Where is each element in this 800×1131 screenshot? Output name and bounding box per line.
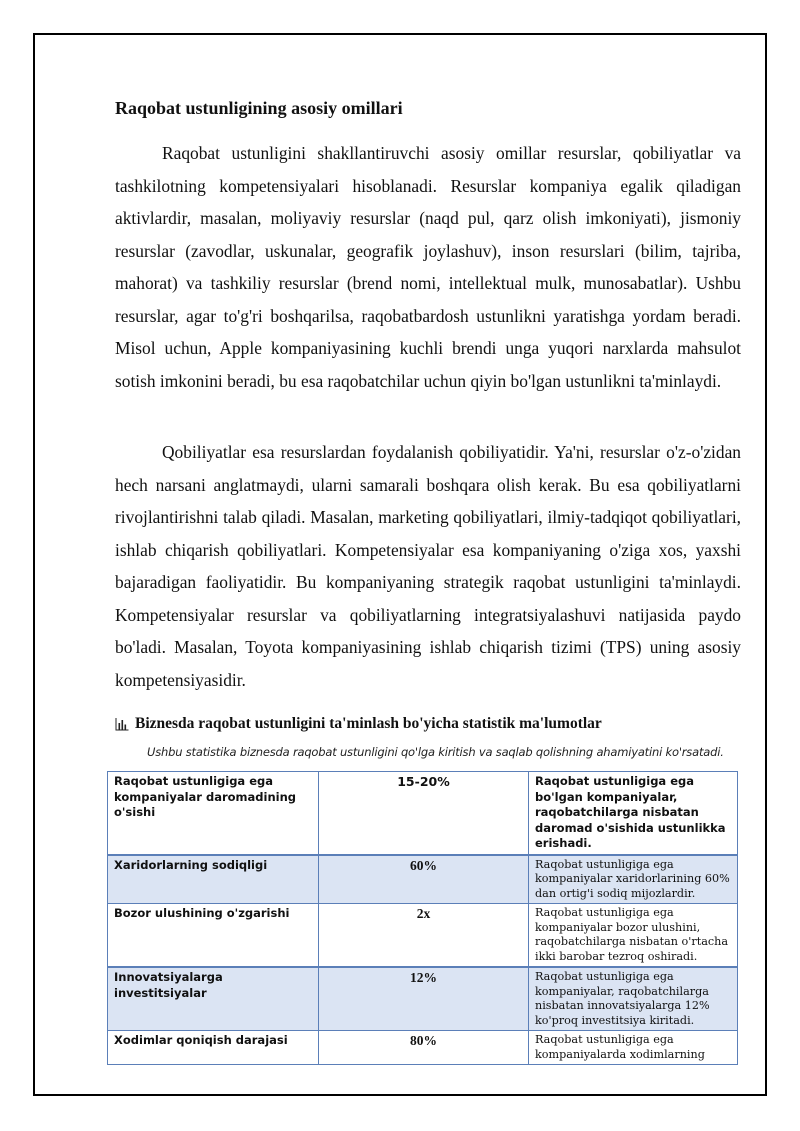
row-value: 12% [319,967,529,1031]
paragraph-capabilities: Qobiliyatlar esa resurslardan foydalanish qobiliyatidir. Ya'ni, resurslar o'z-o'zidan hech narsani anglatmaydi, ularni samarali boshqara olish kerak. Bu esa qobiliyatlarni rivojlantirishni talab qiladi. Masalan, marketing qobiliyatlari, ilmiy-tadqiqot qobiliyatlari, ishlab chiqarish qobiliyatlari. Kompetensiyalar esa kompaniyaning o'ziga xos, yaxshi bajaradigan faoliyatidir. Bu kompaniyaning strategik raqobat ustunligini ta'minlaydi. Kompetensiyalar resurslar va qobiliyatlarning integratsiyalashuvi natijasida paydo bo'ladi. Masalan, Toyota kompaniyasining ishlab chiqarish tizimi (TPS) uning asosiy kompetensiyasidir. [115,442,741,690]
row-note: Raqobat ustunligiga ega kompaniyalarda xodimlarning [529,1031,738,1065]
section-heading: Raqobat ustunligining asosiy omillari [115,98,403,118]
row-value: 15-20% [319,772,529,855]
row-note: Raqobat ustunligiga ega kompaniyalar xaridorlarining 60% dan ortig'i sodiq mijozlardir. [529,855,738,904]
stats-caption: Ushbu statistika biznesda raqobat ustunligini qo'lga kiritish va saqlab qolishning ahamiyatini ko'rsatadi. [147,745,724,759]
row-label: Raqobat ustunligiga ega kompaniyalar daromadining o'sishi [108,772,319,855]
row-note: Raqobat ustunligiga ega bo'lgan kompaniyalar, raqobatchilarga nisbatan daromad o'sishida ustunlikka erishadi. [529,772,738,855]
table-row [108,904,738,968]
stats-title [115,715,602,733]
row-label: Innovatsiyalarga investitsiyalar [108,967,319,1031]
row-note: Raqobat ustunligiga ega kompaniyalar bozor ulushini, raqobatchilarga nisbatan o'rtacha ikki barobar tezroq oshiradi. [529,904,738,968]
paragraph-resources: Raqobat ustunligini shakllantiruvchi asosiy omillar resurslar, qobiliyatlar va tashkilotning kompetensiyalari hisoblanadi. Resurslar kompaniya egalik qiladigan aktivlardir, masalan, moliyaviy resurslar (naqd pul, qarz olish imkoniyati), jismoniy resurslar (zavodlar, uskunalar, geografik joylashuv), inson resurslari (bilim, tajriba, mahorat) va tashkiliy resurslar (brend nomi, intellektual mulk, munosabatlar). Ushbu resurslar, agar to'g'ri boshqarilsa, raqobatbardosh ustunlikni yaratishga yordam beradi. Misol uchun, Apple kompaniyasining kuchli brendi unga yuqori narxlarda mahsulot sotish imkonini beradi, bu esa raqobatchilar uchun qiyin bo'lgan ustunlikni ta'minlaydi. [115,143,741,391]
table-row [108,772,738,855]
row-label: Xodimlar qoniqish darajasi [108,1031,319,1065]
table-row [108,967,738,1031]
table-row [108,855,738,904]
row-value: 80% [319,1031,529,1065]
stats-table [107,771,738,1065]
row-label: Xaridorlarning sodiqligi [108,855,319,904]
row-label: Bozor ulushining o'zgarishi [108,904,319,968]
row-value: 60% [319,855,529,904]
stats-title-text: Biznesda raqobat ustunligini ta'minlash bo'yicha statistik ma'lumotlar [135,715,602,732]
bar-chart-icon [115,717,129,731]
row-value: 2x [319,904,529,968]
table-row [108,1031,738,1065]
row-note: Raqobat ustunligiga ega kompaniyalar, raqobatchilarga nisbatan innovatsiyalarga 12% ko'proq investitsiya kiritadi. [529,967,738,1031]
